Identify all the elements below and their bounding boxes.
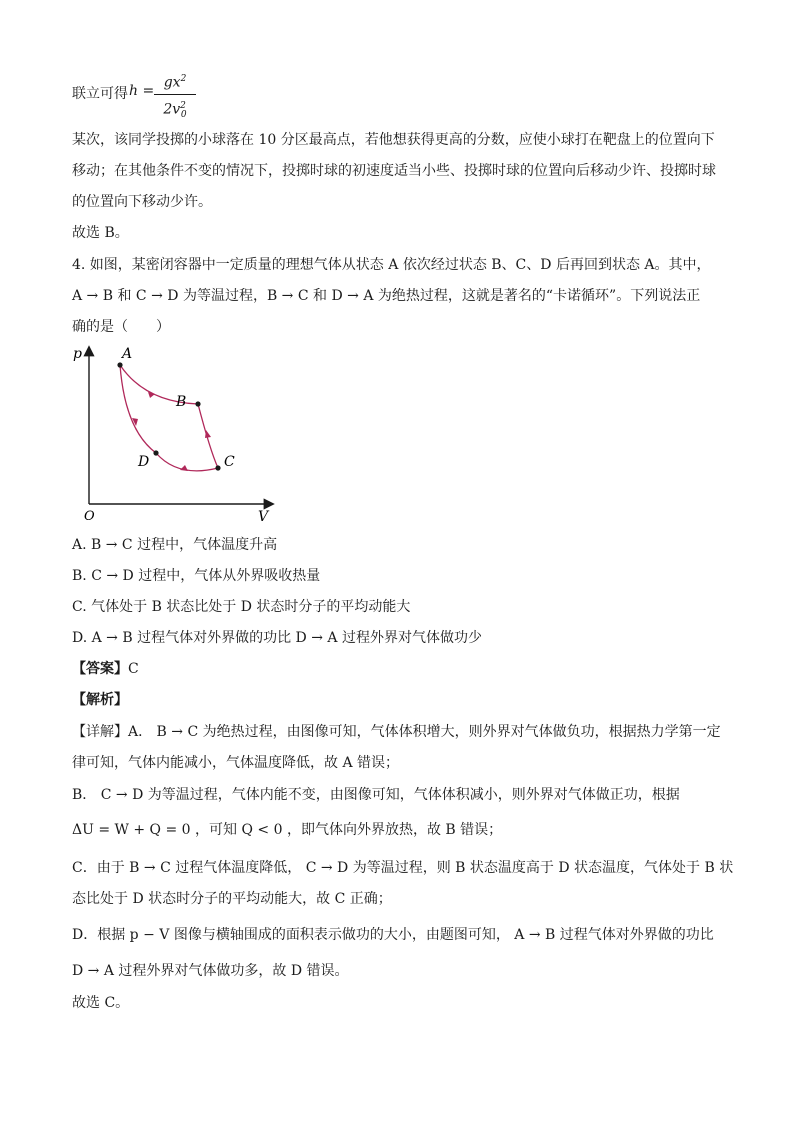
point-label-d: D — [138, 454, 150, 470]
v-axis-label: V — [258, 509, 269, 525]
point-b — [195, 401, 200, 406]
fraction-denominator: $2v^2_0$ — [163, 100, 187, 121]
point-label-a: A — [122, 346, 133, 362]
curve-d-a — [120, 365, 156, 453]
arrow-c-d — [180, 465, 188, 471]
formula-fraction — [154, 70, 196, 124]
question-stem-line: 确的是（ ） — [72, 319, 170, 335]
option-b: B. C → D 过程中，气体从外界吸收热量 — [72, 568, 321, 584]
paragraph-line: 的位置向下移动少许。 — [72, 194, 212, 210]
explanation-line: ΔU = W + Q = 0 ，可知 Q < 0 ，即气体向外界放热，故 B 错误； — [72, 822, 503, 838]
answer-label: 【答案】 — [72, 661, 128, 677]
arrow-b-c — [205, 430, 211, 438]
answer-line — [72, 659, 732, 679]
analysis-label: 【解析】 — [72, 692, 128, 708]
curve-a-b — [120, 365, 198, 404]
pv-diagram — [70, 340, 280, 530]
question-stem-line: 4. 如图，某密闭容器中一定质量的理想气体从状态 A 依次经过状态 B、C、D 后再回到状态 A。其中， — [72, 257, 711, 273]
explanation-line: C．由于 B → C 过程气体温度降低， C → D 为等温过程，则 B 状态温度高于 D 状态温度，气体处于 B 状 — [72, 860, 734, 876]
option-c: C. 气体处于 B 状态比处于 D 状态时分子的平均动能大 — [72, 599, 411, 615]
paragraph-line: 某次，该同学投掷的小球落在 10 分区最高点，若他想获得更高的分数，应使小球打在靶盘上的位置向下 — [72, 132, 715, 148]
fraction-bar — [154, 94, 196, 95]
option-a: A. B → C 过程中，气体温度升高 — [72, 537, 278, 553]
explanation-line: D．根据 p − V 图像与横轴围成的面积表示做功的大小，由题图可知， A → B 过程气体对外界做的功比 — [72, 927, 714, 943]
formula-prefix: 联立可得 — [72, 86, 128, 102]
explanation-line: D → A 过程外界对气体做功多，故 D 错误。 — [72, 963, 349, 979]
point-a — [117, 362, 122, 367]
question-stem-line: A → B 和 C → D 为等温过程，B → C 和 D → A 为绝热过程，这就是著名的“卡诺循环”。下列说法正 — [72, 288, 701, 304]
explanation-line: B． C → D 为等温过程，气体内能不变，由图像可知，气体体积减小，则外界对气体做正功，根据 — [72, 787, 680, 803]
point-c — [215, 465, 220, 470]
paragraph-line: 移动；在其他条件不变的情况下，投掷时球的初速度适当小些、投掷时球的位置向后移动少许、投掷时球 — [72, 163, 716, 179]
choose-answer-line: 故选 C。 — [72, 995, 130, 1011]
point-label-b: B — [176, 394, 187, 410]
answer-value: C — [128, 661, 139, 677]
formula-lhs: h = — [129, 83, 155, 99]
fraction-numerator: $gx^2$ — [163, 74, 187, 91]
option-d: D. A → B 过程气体对外界做的功比 D → A 过程外界对气体做功少 — [72, 630, 482, 646]
curve-c-d — [156, 453, 218, 471]
choose-answer-line: 故选 B。 — [72, 225, 129, 241]
explanation-line: 【详解】A． B → C 为绝热过程，由图像可知，气体体积增大，则外界对气体做负功，根据热力学第一定 — [72, 724, 721, 740]
explanation-line: 律可知，气体内能减小，气体温度降低，故 A 错误； — [72, 755, 400, 771]
p-axis-label: p — [73, 346, 82, 362]
origin-label: O — [84, 509, 95, 524]
point-label-c: C — [224, 454, 235, 470]
point-d — [153, 450, 158, 455]
explanation-line: 态比处于 D 状态时分子的平均动能大，故 C 正确； — [72, 891, 392, 907]
